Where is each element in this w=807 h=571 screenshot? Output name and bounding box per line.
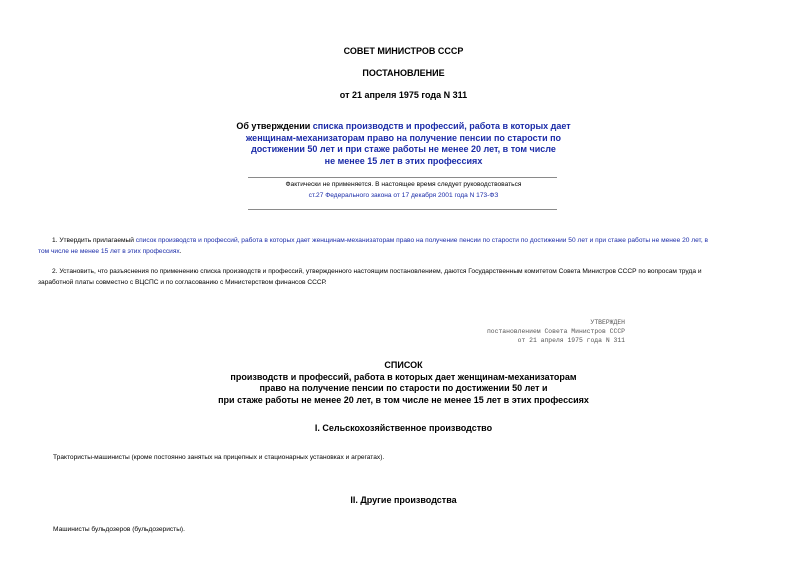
section-2-heading: II. Другие производства [350, 495, 457, 505]
list-heading-line-3: при стаже работы не менее 20 лет, в том числе не менее 15 лет в этих профессиях [218, 394, 589, 405]
paragraph-1-prefix: 1. Утвердить прилагаемый [52, 237, 136, 244]
paragraph-1 [38, 235, 778, 257]
title-prefix: Об утверждении [236, 121, 313, 131]
list-link[interactable]: список производств и профессий, работа в которых дает женщинам-механизаторам право на получение пенсии по старости по достижении 50 лет и при стаже работы не менее 20 лет, в [135, 237, 708, 244]
document-title [0, 121, 807, 167]
title-line-2[interactable]: женщинам-механизаторам право на получение пенсии по старости по [245, 132, 562, 143]
org-name: СОВЕТ МИНИСТРОВ СССР [343, 46, 464, 56]
document-type: ПОСТАНОВЛЕНИЕ [362, 68, 445, 78]
list-heading-line-2: право на получение пенсии по старости по достижении 50 лет и [259, 383, 548, 393]
notice-link[interactable]: ст.27 Федерального закона от 17 декабря 2001 года N 173-ФЗ [308, 192, 499, 199]
notice-text: Фактически не применяется. В настоящее время следует руководствоваться [285, 181, 522, 188]
notice-bottom-rule [248, 209, 557, 210]
section-1-item: Трактористы-машинисты (кроме постоянно занятых на прицепных и стационарных установках и агрегатах). [53, 454, 385, 461]
section-1-heading: I. Сельскохозяйственное производство [314, 423, 493, 433]
approval-line-3: от 21 апреля 1975 года N 311 [517, 337, 625, 344]
paragraph-1-suffix: . [179, 248, 182, 255]
paragraph-2-line-2: заработной платы совместно с ВЦСПС и по согласованию с Министерством финансов СССР. [38, 279, 327, 286]
title-line-4[interactable]: не менее 15 лет в этих профессиях [324, 155, 483, 166]
approval-line-1: УТВЕРЖДЕН [590, 319, 625, 326]
title-line-3[interactable]: достижении 50 лет и при стаже работы не менее 20 лет, в том числе [251, 144, 556, 154]
paragraph-2 [38, 266, 778, 288]
approval-block [400, 318, 625, 345]
title-link[interactable]: списка производств и профессий, работа в которых дает [312, 121, 571, 131]
paragraph-2-line-1: 2. Установить, что разъяснения по применению списка производств и профессий, утвержденного настоящим постановлением, даются Государственным комитетом Совета Министров СССР по вопросам труда и [52, 268, 702, 275]
document-date: от 21 апреля 1975 года N 311 [339, 90, 468, 100]
approval-line-2: постановлением Совета Министров СССР [486, 328, 625, 335]
list-link-continued[interactable]: том числе не менее 15 лет в этих профессиях [38, 248, 180, 255]
list-heading: СПИСОК [384, 360, 423, 370]
list-heading-block [0, 360, 807, 406]
section-2-item: Машинисты бульдозеров (бульдозеристы). [53, 526, 185, 533]
list-heading-line-1: производств и профессий, работа в которых дает женщинам-механизаторам [230, 371, 577, 382]
notice-top-rule [248, 177, 557, 178]
